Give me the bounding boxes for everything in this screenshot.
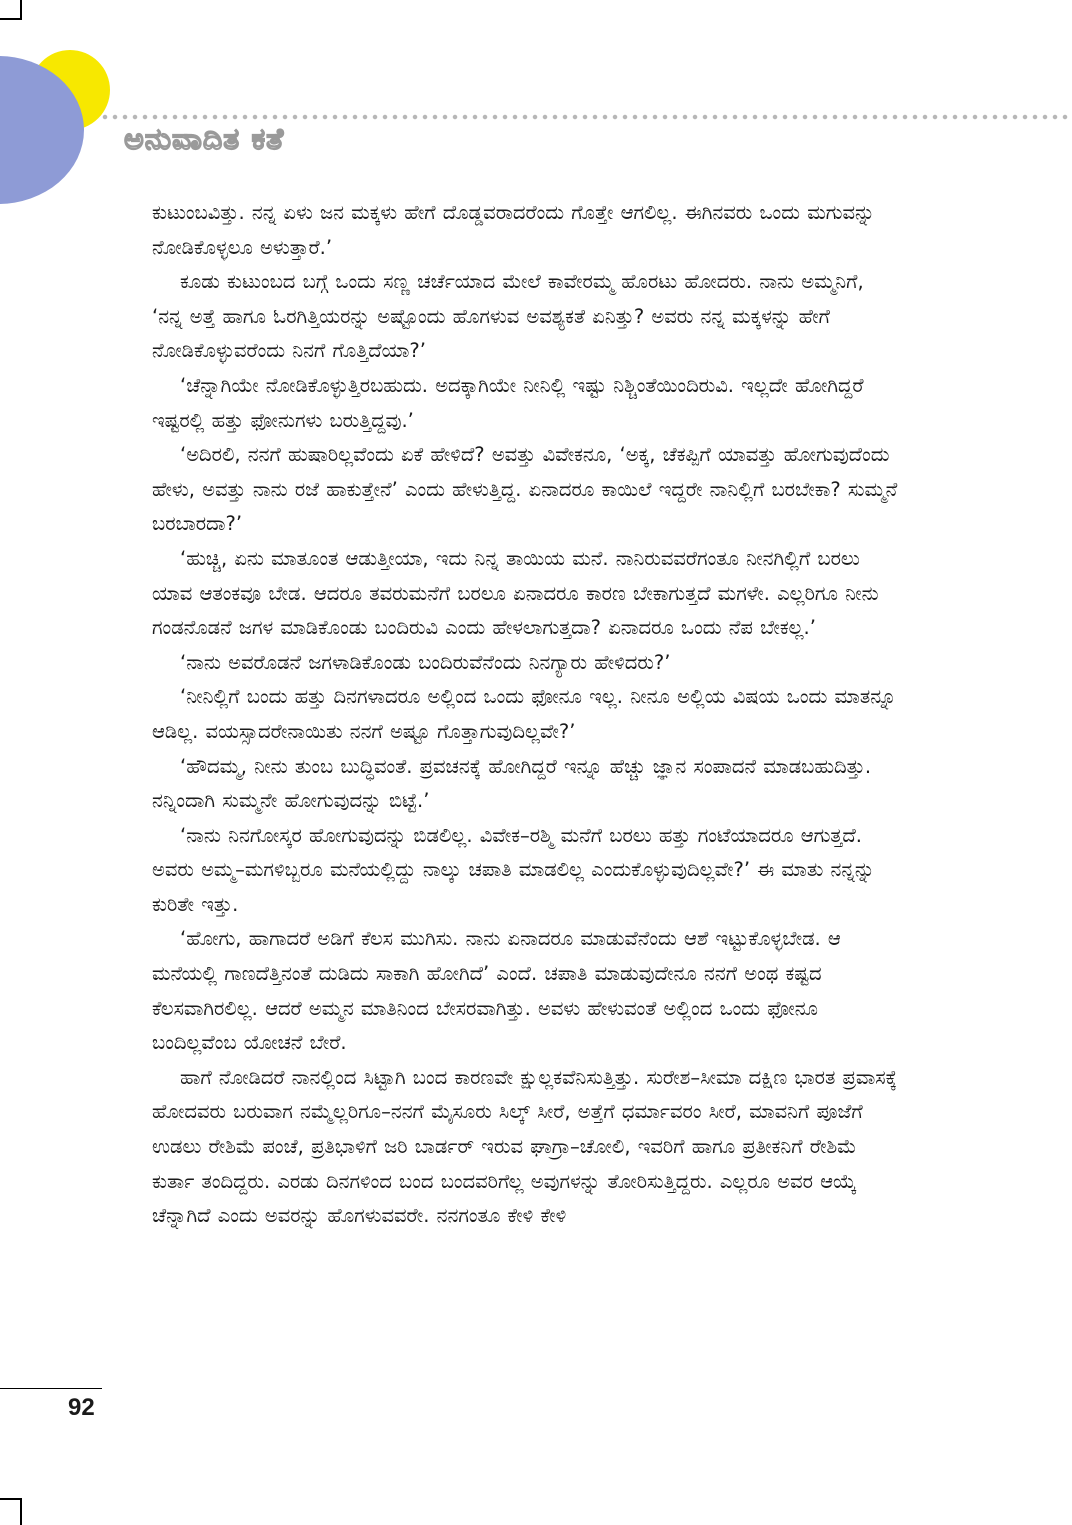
crop-mark-bottom-left-vertical [20,1500,22,1525]
story-paragraph: ‘ಹೋಗು, ಹಾಗಾದರೆ ಅಡಿಗೆ ಕೆಲಸ ಮುಗಿಸು. ನಾನು ಏನಾದರೂ ಮಾಡುವೆನೆಂದು ಆಶೆ ಇಟ್ಟುಕೊಳ್ಳಬೇಡ. ಆ ಮನೆಯಲ್ಲಿ ಗಾಣದೆತ್ತಿನಂತೆ ದುಡಿದು ಸಾಕಾಗಿ ಹೋಗಿದೆ’ ಎಂದೆ. ಚಪಾತಿ ಮಾಡುವುದೇನೂ ನನಗೆ ಅಂಥ ಕಷ್ಟದ ಕೆಲಸವಾಗಿರಲಿಲ್ಲ. ಆದರೆ ಅಮ್ಮನ ಮಾತಿನಿಂದ ಬೇಸರವಾಗಿತ್ತು. ಅವಳು ಹೇಳುವಂತೆ ಅಲ್ಲಿಂದ ಒಂದು ಫೋನೂ ಬಂದಿಲ್ಲವೆಂಬ ಯೋಚನೆ ಬೇರೆ. [152,927,841,1055]
story-paragraph: ‘ನಾನು ನಿನಗೋಸ್ಕರ ಹೋಗುವುದನ್ನು ಬಿಡಲಿಲ್ಲ. ವಿವೇಕ–ರಶ್ಮಿ ಮನೆಗೆ ಬರಲು ಹತ್ತು ಗಂಟೆಯಾದರೂ ಆಗುತ್ತದೆ. ಅವರು ಅಮ್ಮ–ಮಗಳಿಬ್ಬರೂ ಮನೆಯಲ್ಲಿದ್ದು ನಾಲ್ಕು ಚಪಾತಿ ಮಾಡಲಿಲ್ಲ ಎಂದುಕೊಳ್ಳುವುದಿಲ್ಲವೇ?’ ಈ ಮಾತು ನನ್ನನ್ನು ಕುರಿತೇ ಇತ್ತು. [152,823,875,916]
story-paragraph: ‘ಚೆನ್ನಾಗಿಯೇ ನೋಡಿಕೊಳ್ಳುತ್ತಿರಬಹುದು. ಅದಕ್ಕಾಗಿಯೇ ನೀನಿಲ್ಲಿ ಇಷ್ಟು ನಿಶ್ಚಿಂತೆಯಿಂದಿರುವಿ. ಇಲ್ಲದೇ ಹೋಗಿದ್ದರೆ ಇಷ್ಟರಲ್ಲಿ ಹತ್ತು ಫೋನುಗಳು ಬರುತ್ತಿದ್ದವು.’ [152,373,864,432]
story-paragraph: ಹಾಗೆ ನೋಡಿದರೆ ನಾನಲ್ಲಿಂದ ಸಿಟ್ಟಾಗಿ ಬಂದ ಕಾರಣವೇ ಕ್ಷುಲ್ಲಕವೆನಿಸುತ್ತಿತ್ತು. ಸುರೇಶ–ಸೀಮಾ ದಕ್ಷಿಣ ಭಾರತ ಪ್ರವಾಸಕ್ಕೆ ಹೋದವರು ಬರುವಾಗ ನಮ್ಮೆಲ್ಲರಿಗೂ–ನನಗೆ ಮೈಸೂರು ಸಿಲ್ಕ್ ಸೀರೆ, ಅತ್ತೆಗೆ ಧರ್ಮಾವರಂ ಸೀರೆ, ಮಾವನಿಗೆ ಪೂಜೆಗೆ ಉಡಲು ರೇಶಿಮೆ ಪಂಚೆ, ಪ್ರತಿಭಾಳಿಗೆ ಜರಿ ಬಾರ್ಡರ್ ಇರುವ ಘಾಗ್ರಾ–ಚೋಲಿ, ಇವರಿಗೆ ಹಾಗೂ ಪ್ರತೀಕನಿಗೆ ರೇಶಿಮೆ ಕುರ್ತಾ ತಂದಿದ್ದರು. ಎರಡು ದಿನಗಳಿಂದ ಬಂದ ಬಂದವರಿಗೆಲ್ಲ ಅವುಗಳನ್ನು ತೋರಿಸುತ್ತಿದ್ದರು. ಎಲ್ಲರೂ ಅವರ ಆಯ್ಕೆ ಚೆನ್ನಾಗಿದೆ ಎಂದು ಅವರನ್ನು ಹೊಗಳುವವರೇ. ನನಗಂತೂ ಕೇಳಿ ಕೇಳಿ [152,1065,898,1228]
page-number-rule [0,1388,102,1389]
crop-mark-bottom-left-horizontal [0,1498,22,1500]
page-number: 92 [68,1394,95,1421]
story-paragraph: ‘ಅದಿರಲಿ, ನನಗೆ ಹುಷಾರಿಲ್ಲವೆಂದು ಏಕೆ ಹೇಳಿದೆ? ಅವತ್ತು ವಿವೇಕನೂ, ‘ಅಕ್ಕ, ಚೆಕಪ್ಪಿಗೆ ಯಾವತ್ತು ಹೋಗುವುದೆಂದು ಹೇಳು, ಅವತ್ತು ನಾನು ರಜೆ ಹಾಕುತ್ತೇನೆ’ ಎಂದು ಹೇಳುತ್ತಿದ್ದ. ಏನಾದರೂ ಕಾಯಿಲೆ ಇದ್ದರೇ ನಾನಿಲ್ಲಿಗೆ ಬರಬೇಕಾ? ಸುಮ್ಮನೆ ಬರಬಾರದಾ?’ [152,443,898,536]
section-title: ಅನುವಾದಿತ ಕತೆ [124,122,285,157]
story-paragraph: ‘ನಾನು ಅವರೊಡನೆ ಜಗಳಾಡಿಕೊಂಡು ಬಂದಿರುವೆನೆಂದು ನಿನಗ್ಯಾರು ಹೇಳಿದರು?’ [180,650,671,674]
crop-mark-top-left-horizontal [0,18,22,20]
story-paragraph: ‘ಹುಚ್ಚಿ, ಏನು ಮಾತೂಂತ ಆಡುತ್ತೀಯಾ, ಇದು ನಿನ್ನ ತಾಯಿಯ ಮನೆ. ನಾನಿರುವವರೆಗಂತೂ ನೀನಗಿಲ್ಲಿಗೆ ಬರಲು ಯಾವ ಆತಂಕವೂ ಬೇಡ. ಆದರೂ ತವರುಮನೆಗೆ ಬರಲೂ ಏನಾದರೂ ಕಾರಣ ಬೇಕಾಗುತ್ತದೆ ಮಗಳೇ. ಎಲ್ಲರಿಗೂ ನೀನು ಗಂಡನೊಡನೆ ಜಗಳ ಮಾಡಿಕೊಂಡು ಬಂದಿರುವಿ ಎಂದು ಹೇಳಲಾಗುತ್ತದಾ? ಏನಾದರೂ ಒಂದು ನೆಪ ಬೇಕಲ್ಲ.’ [152,546,879,640]
story-body [152,196,900,1234]
story-paragraph: ಕೂಡು ಕುಟುಂಬದ ಬಗ್ಗೆ ಒಂದು ಸಣ್ಣ ಚರ್ಚೆಯಾದ ಮೇಲೆ ಕಾವೇರಮ್ಮ ಹೊರಟು ಹೋದರು. ನಾನು ಅಮ್ಮನಿಗೆ, ‘ನನ್ನ ಅತ್ತೆ ಹಾಗೂ ಓರಗಿತ್ತಿಯರನ್ನು ಅಷ್ಟೊಂದು ಹೊಗಳುವ ಅವಶ್ಯಕತೆ ಏನಿತ್ತು? ಅವರು ನನ್ನ ಮಕ್ಕಳನ್ನು ಹೇಗೆ ನೋಡಿಕೊಳ್ಳುವರೆಂದು ನಿನಗೆ ಗೊತ್ತಿದೆಯಾ?’ [152,270,864,363]
story-paragraph: ‘ನೀನಿಲ್ಲಿಗೆ ಬಂದು ಹತ್ತು ದಿನಗಳಾದರೂ ಅಲ್ಲಿಂದ ಒಂದು ಫೋನೂ ಇಲ್ಲ. ನೀನೂ ಅಲ್ಲಿಯ ವಿಷಯ ಒಂದು ಮಾತನ್ನೂ ಆಡಿಲ್ಲ. ವಯಸ್ಸಾದರೇನಾಯಿತು ನನಗೆ ಅಷ್ಟೂ ಗೊತ್ತಾಗುವುದಿಲ್ಲವೇ?’ [152,685,897,743]
dotted-header-rule [100,113,1072,121]
crop-mark-top-left-vertical [20,0,22,18]
story-paragraph: ‘ಹೌದಮ್ಮ, ನೀನು ತುಂಬ ಬುದ್ಧಿವಂತೆ. ಪ್ರವಚನಕ್ಕೆ ಹೋಗಿದ್ದರೆ ಇನ್ನೂ ಹೆಚ್ಚು ಜ್ಞಾನ ಸಂಪಾದನೆ ಮಾಡಬಹುದಿತ್ತು. ನನ್ನಿಂದಾಗಿ ಸುಮ್ಮನೇ ಹೋಗುವುದನ್ನು ಬಿಟ್ಟೆ.’ [152,754,872,813]
story-paragraph: ಕುಟುಂಬವಿತ್ತು. ನನ್ನ ಏಳು ಜನ ಮಕ್ಕಳು ಹೇಗೆ ದೊಡ್ಡವರಾದರೆಂದು ಗೊತ್ತೇ ಆಗಲಿಲ್ಲ. ಈಗಿನವರು ಒಂದು ಮಗುವನ್ನು ನೋಡಿಕೊಳ್ಳಲೂ ಅಳುತ್ತಾರೆ.’ [152,201,875,259]
